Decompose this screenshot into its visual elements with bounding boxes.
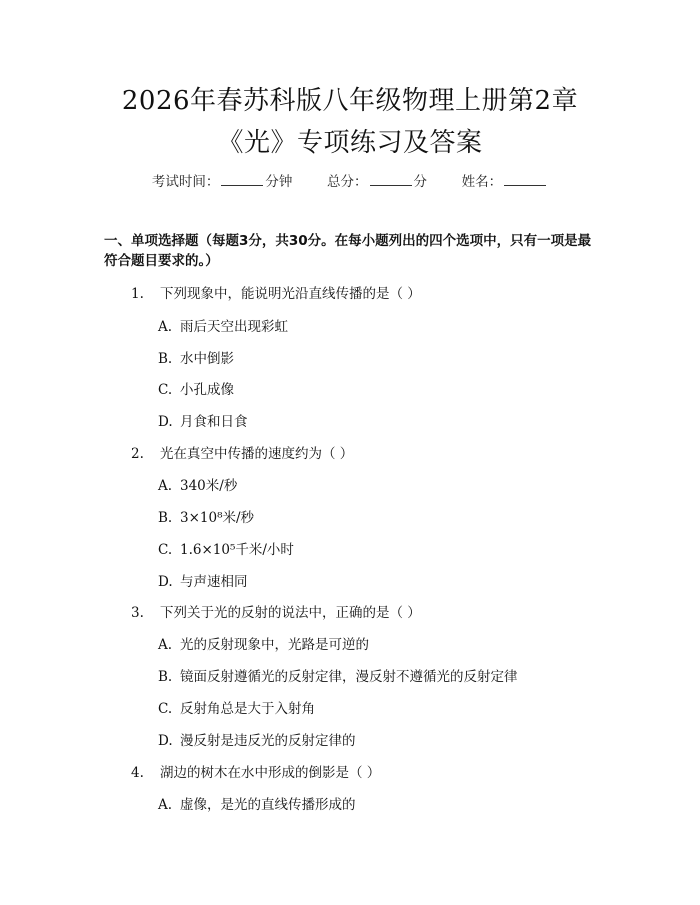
option-text: 虚像，是光的直线传播形成的 — [180, 797, 356, 813]
option-label: B. — [158, 351, 173, 367]
option-label: B. — [158, 510, 173, 526]
question-text: 光在真空中传播的速度约为（ ） — [160, 446, 354, 462]
q3-option-c — [158, 697, 315, 717]
name-label: 姓名： — [461, 174, 503, 190]
option-text: 1.6×10⁵千米/小时 — [180, 542, 294, 558]
option-label: D. — [158, 574, 173, 590]
option-text: 水中倒影 — [180, 351, 234, 367]
option-text: 月食和日食 — [180, 414, 248, 430]
question-number: 4. — [131, 765, 144, 781]
question-2 — [131, 442, 353, 462]
page-title: 2026年春苏科版八年级物理上册第2章 — [121, 86, 579, 116]
option-text: 雨后天空出现彩虹 — [180, 319, 288, 335]
q4-option-a — [158, 793, 356, 813]
q3-option-d — [158, 729, 356, 749]
time-blank — [221, 184, 263, 186]
q1-option-b — [158, 347, 234, 367]
q1-option-c — [158, 378, 234, 398]
option-text: 反射角总是大于入射角 — [180, 701, 315, 717]
option-text: 光的反射现象中，光路是可逆的 — [180, 637, 369, 653]
option-label: A. — [158, 319, 173, 335]
question-text: 下列关于光的反射的说法中，正确的是（ ） — [160, 605, 421, 621]
option-text: 镜面反射遵循光的反射定律，漫反射不遵循光的反射定律 — [180, 669, 518, 685]
question-number: 3. — [131, 605, 144, 621]
option-text: 漫反射是违反光的反射定律的 — [180, 733, 356, 749]
q2-option-b — [158, 506, 254, 526]
q1-option-a — [158, 315, 288, 335]
option-label: A. — [158, 797, 173, 813]
name-blank — [504, 184, 546, 186]
section-heading: 一、单项选择题（每题3分，共30分。在每小题列出的四个选项中，只有一项是最符合题目要求的。） — [104, 233, 592, 269]
score-unit: 分 — [413, 174, 427, 190]
q2-option-c — [158, 538, 294, 558]
question-1 — [131, 282, 421, 302]
question-4 — [131, 761, 380, 781]
score-label: 总分： — [327, 174, 368, 190]
q2-option-a — [158, 474, 237, 494]
q3-option-b — [158, 665, 518, 685]
q1-option-d — [158, 410, 248, 430]
option-label: A. — [158, 637, 173, 653]
time-unit: 分钟 — [265, 174, 293, 190]
option-text: 与声速相同 — [180, 574, 248, 590]
question-text: 下列现象中，能说明光沿直线传播的是（ ） — [160, 286, 421, 302]
q3-option-a — [158, 633, 369, 653]
option-label: D. — [158, 733, 173, 749]
option-label: C. — [158, 701, 173, 717]
time-label: 考试时间： — [151, 174, 220, 190]
page-subtitle: 《光》专项练习及答案 — [217, 128, 483, 158]
exam-info-line — [0, 170, 700, 190]
option-text: 340米/秒 — [180, 478, 238, 494]
option-text: 小孔成像 — [180, 382, 234, 398]
option-label: A. — [158, 478, 173, 494]
option-label: C. — [158, 382, 173, 398]
option-label: C. — [158, 542, 173, 558]
score-blank — [370, 184, 412, 186]
question-3 — [131, 601, 421, 621]
question-number: 1. — [131, 286, 144, 302]
option-label: D. — [158, 414, 173, 430]
option-text: 3×10⁸米/秒 — [180, 510, 255, 526]
question-text: 湖边的树木在水中形成的倒影是（ ） — [160, 765, 381, 781]
q2-option-d — [158, 570, 248, 590]
option-label: B. — [158, 669, 173, 685]
question-number: 2. — [131, 446, 144, 462]
